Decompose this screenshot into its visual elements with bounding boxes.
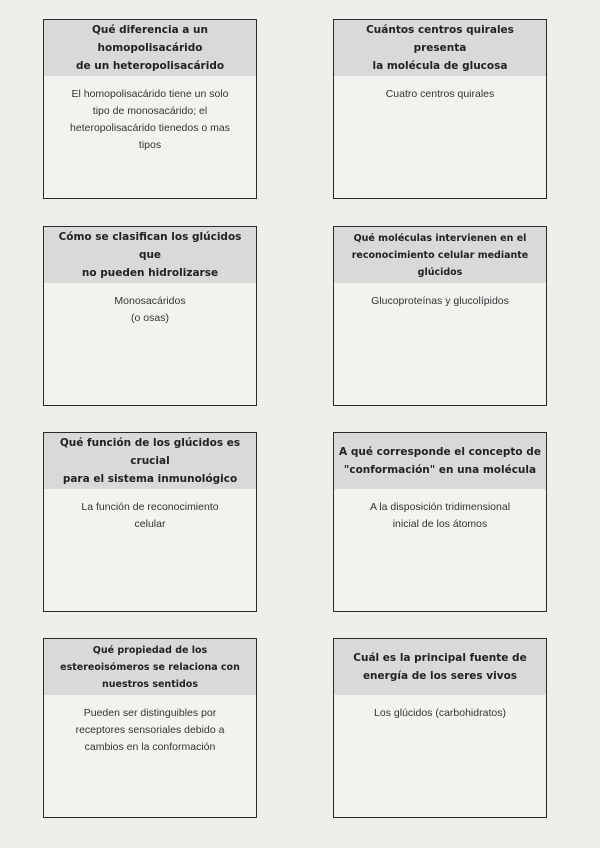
flashcard-7 — [43, 638, 257, 818]
card-question: A qué corresponde el concepto de "conformación" en una molécula — [334, 433, 546, 489]
card-answer: El homopolisacárido tiene un solo tipo de monosacárido; el heteropolisacárido tienedos o mas tipos — [70, 88, 230, 151]
flashcard-3 — [43, 226, 257, 406]
card-question: Qué moléculas intervienen en el reconocimiento celular mediante glúcidos — [334, 227, 546, 283]
flashcard-1 — [43, 19, 257, 199]
flashcard-4 — [333, 226, 547, 406]
flashcard-2 — [333, 19, 547, 199]
card-answer: Monosacáridos (o osas) — [114, 295, 186, 324]
card-answer: A la disposición tridimensional inicial de los átomos — [369, 501, 511, 530]
card-question: Cómo se clasifican los glúcidos que no pueden hidrolizarse — [44, 227, 256, 283]
card-answer: La función de reconocimiento celular — [81, 501, 219, 530]
flashcard-8 — [333, 638, 547, 818]
flashcard-6 — [333, 432, 547, 612]
flashcard-5 — [43, 432, 257, 612]
card-answer: Cuatro centros quirales — [385, 88, 495, 100]
card-answer: Pueden ser distinguibles por receptores sensoriales debido a cambios en la conformación — [75, 707, 225, 753]
card-question: Qué función de los glúcidos es crucial para el sistema inmunológico — [44, 433, 256, 489]
card-question: Qué diferencia a un homopolisacárido de un heteropolisacárido — [44, 20, 256, 76]
card-answer: Glucoproteínas y glucolípidos — [371, 295, 509, 307]
card-question: Cuál es la principal fuente de energía de los seres vivos — [334, 639, 546, 695]
card-question: Cuántos centros quirales presenta la molécula de glucosa — [334, 20, 546, 76]
card-question: Qué propiedad de los estereoisómeros se relaciona con nuestros sentidos — [44, 639, 256, 695]
card-answer: Los glúcidos (carbohidratos) — [374, 707, 506, 719]
